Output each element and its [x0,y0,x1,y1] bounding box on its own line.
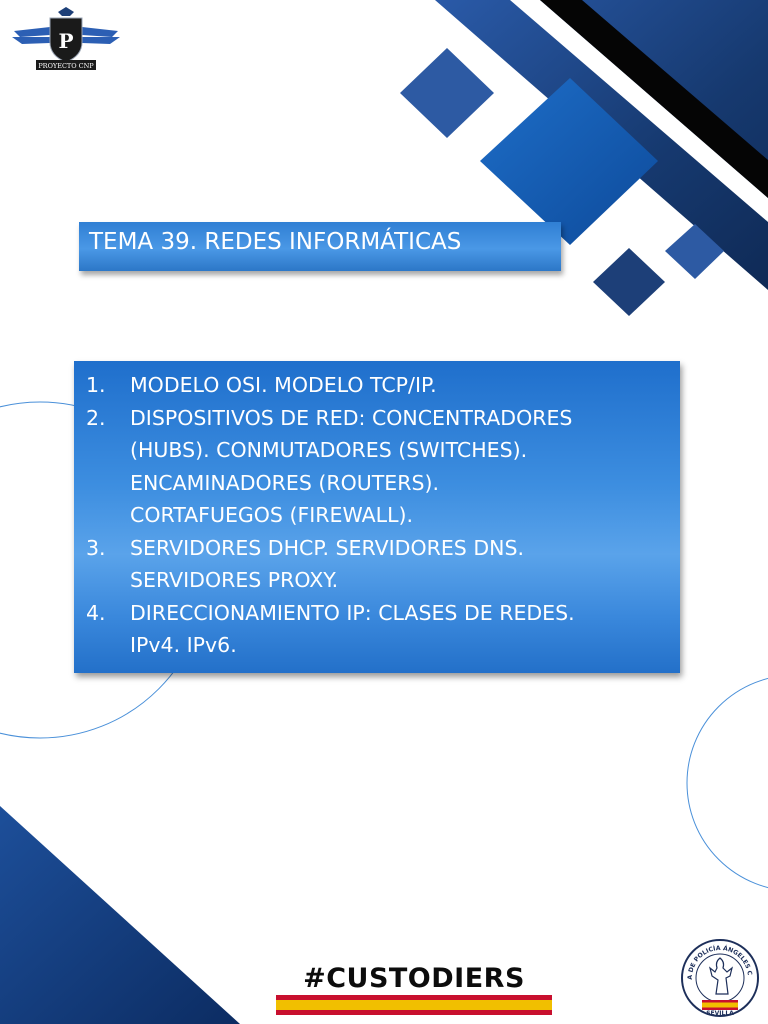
hashtag-custodiers [276,963,552,1015]
topic-line: DIRECCIONAMIENTO IP: CLASES DE REDES. [130,600,575,625]
topic-line: DISPOSITIVOS DE RED: CONCENTRADORES [130,405,573,430]
topic-text [130,369,670,402]
seal-text: A DE POLICÍA ÁNGELES C [686,944,753,980]
topic-text [130,597,670,662]
topic-number: 2. [86,405,106,430]
topic-line: IPv4. IPv6. [130,633,237,657]
topic-line: SERVIDORES PROXY. [130,568,339,592]
topic-line: MODELO OSI. MODELO TCP/IP. [130,373,437,397]
topic-line: (HUBS). CONMUTADORES (SWITCHES). [130,438,528,462]
diamond-top [400,48,494,138]
bottom-left-triangle [0,806,240,1024]
topic-title-banner [79,222,561,271]
seal-city: SEVILLA [706,1010,734,1017]
topic-item [86,597,670,662]
topic-text [130,402,670,532]
topic-number: 3. [86,535,106,560]
page-title: TEMA 39. REDES INFORMÁTICAS [89,229,462,255]
diamond-bottom [593,248,665,316]
topic-text [130,532,670,597]
topic-number: 4. [86,600,106,625]
topic-line: SERVIDORES DHCP. SERVIDORES DNS. [130,535,524,560]
logo-letter: P [58,29,74,53]
proyecto-cnp-logo [10,4,122,74]
logo-ribbon-text: PROYECTO CNP [38,62,94,70]
topic-item [86,369,670,402]
academy-seal [680,938,760,1018]
topic-number: 1. [86,373,106,397]
right-circle-outline [687,675,768,891]
topic-item [86,402,670,532]
topics-list [86,369,670,662]
spain-flag-stripe [276,995,552,1015]
topics-box [74,361,680,673]
topic-line: ENCAMINADORES (ROUTERS). [130,470,439,495]
topic-item [86,532,670,597]
topic-line: CORTAFUEGOS (FIREWALL). [130,503,414,527]
hashtag-text: #CUSTODIERS [303,963,525,994]
